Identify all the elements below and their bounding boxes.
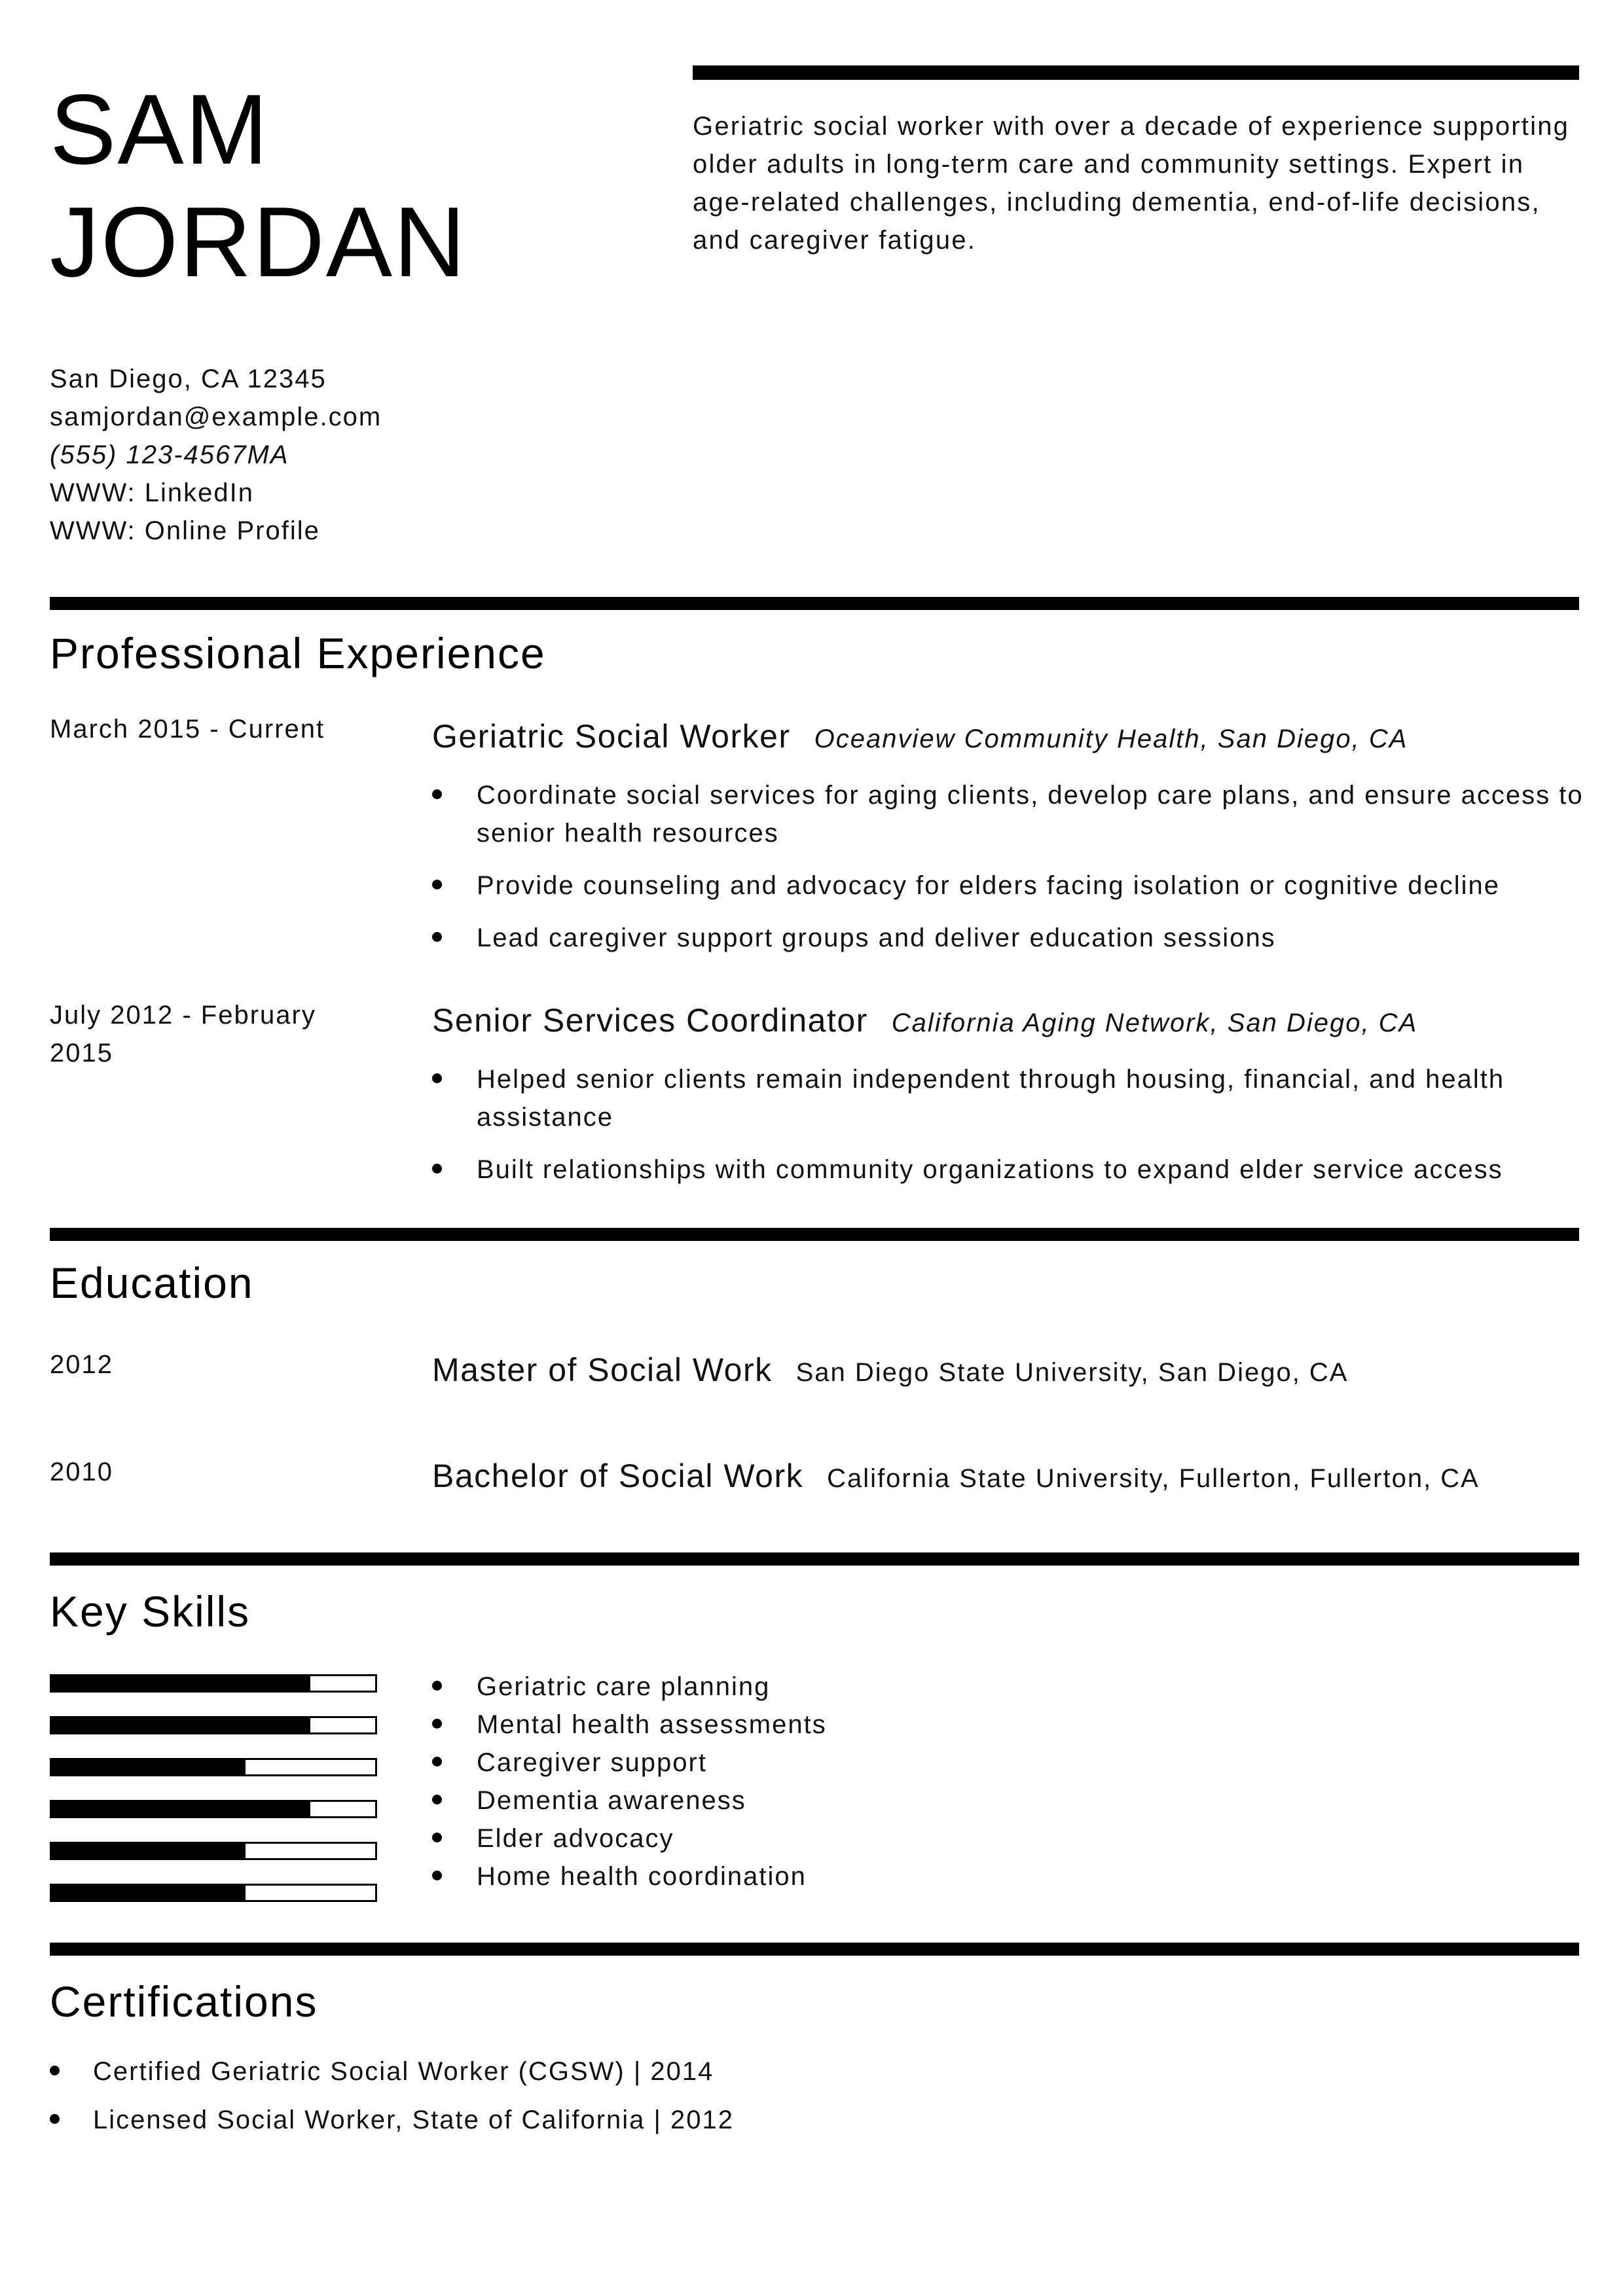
job-title: Senior Services Coordinator xyxy=(432,1002,868,1039)
skills-list xyxy=(432,1668,827,1895)
first-name: SAM xyxy=(50,74,270,185)
skill-level-fill xyxy=(52,1718,310,1732)
skill-level-bar xyxy=(50,1800,377,1818)
address: San Diego, CA 12345 xyxy=(50,365,327,393)
skill-level-fill xyxy=(52,1802,310,1816)
section-divider xyxy=(50,1943,1579,1956)
job-org: California Aging Network, San Diego, CA xyxy=(891,1009,1418,1037)
summary-divider xyxy=(693,65,1579,80)
candidate-name xyxy=(50,73,467,298)
phone: (555) 123-4567MA xyxy=(50,440,289,469)
school: California State University, Fullerton, Fullerton, CA xyxy=(827,1464,1480,1493)
section-divider xyxy=(50,1552,1579,1566)
job-header xyxy=(432,1001,1417,1039)
list-item: Lead caregiver support groups and deliver education sessions xyxy=(432,919,1584,957)
job-dates: July 2012 - February 2015 xyxy=(50,1001,316,1067)
list-item: Built relationships with community organizations to expand elder service access xyxy=(432,1151,1584,1189)
online-profile-link[interactable]: WWW: Online Profile xyxy=(50,516,320,545)
section-divider xyxy=(50,1228,1579,1241)
linkedin-link[interactable]: WWW: LinkedIn xyxy=(50,478,254,507)
skills-heading: Key Skills xyxy=(50,1587,251,1636)
skill-item: Caregiver support xyxy=(432,1744,827,1782)
skill-item: Dementia awareness xyxy=(432,1782,827,1820)
skill-level-bar xyxy=(50,1758,377,1776)
school: San Diego State University, San Diego, CA xyxy=(795,1358,1349,1387)
section-divider xyxy=(50,597,1579,610)
skill-level-bar xyxy=(50,1674,377,1693)
experience-heading: Professional Experience xyxy=(50,629,546,677)
skill-level-bar xyxy=(50,1884,377,1902)
education-heading: Education xyxy=(50,1259,254,1307)
list-item: Provide counseling and advocacy for elders facing isolation or cognitive decline xyxy=(432,867,1584,905)
skill-item: Elder advocacy xyxy=(432,1820,827,1857)
skill-level-bar xyxy=(50,1842,377,1860)
list-item: Coordinate social services for aging clients, develop care plans, and ensure access to senior health resources xyxy=(432,776,1584,852)
contact-info xyxy=(50,360,382,550)
skill-level-fill xyxy=(52,1676,310,1691)
job-org: Oceanview Community Health, San Diego, CA xyxy=(814,725,1408,753)
job-header xyxy=(432,717,1408,755)
certification-item: Certified Geriatric Social Worker (CGSW) | 2014 xyxy=(50,2053,734,2090)
skill-level-fill xyxy=(52,1760,246,1774)
list-item: Helped senior clients remain independent through housing, financial, and health assistance xyxy=(432,1060,1584,1136)
job-dates: March 2015 - Current xyxy=(50,715,325,744)
skill-item: Home health coordination xyxy=(432,1857,827,1895)
education-year: 2010 xyxy=(50,1458,113,1486)
skill-item: Mental health assessments xyxy=(432,1706,827,1744)
degree: Bachelor of Social Work xyxy=(432,1458,804,1494)
education-entry xyxy=(432,1351,1348,1389)
skill-level-bars xyxy=(50,1674,377,1926)
certifications-heading: Certifications xyxy=(50,1977,318,2026)
job-bullets xyxy=(432,1060,1584,1203)
email[interactable]: samjordan@example.com xyxy=(50,403,382,431)
certification-item: Licensed Social Worker, State of California | 2012 xyxy=(50,2101,734,2139)
certifications-list xyxy=(50,2053,734,2149)
education-entry xyxy=(432,1457,1480,1495)
job-bullets xyxy=(432,776,1584,971)
skill-item: Geriatric care planning xyxy=(432,1668,827,1706)
skill-level-fill xyxy=(52,1886,246,1900)
job-title: Geriatric Social Worker xyxy=(432,718,791,755)
skill-level-fill xyxy=(52,1844,246,1858)
last-name: JORDAN xyxy=(50,187,467,298)
degree: Master of Social Work xyxy=(432,1352,773,1388)
summary-text: Geriatric social worker with over a decade of experience supporting older adults in long-term care and community settings. Expert in age-related challenges, including dementia, end-of-life decisions, and caregiver fatigue. xyxy=(693,112,1570,255)
education-year: 2012 xyxy=(50,1350,113,1379)
skill-level-bar xyxy=(50,1716,377,1734)
